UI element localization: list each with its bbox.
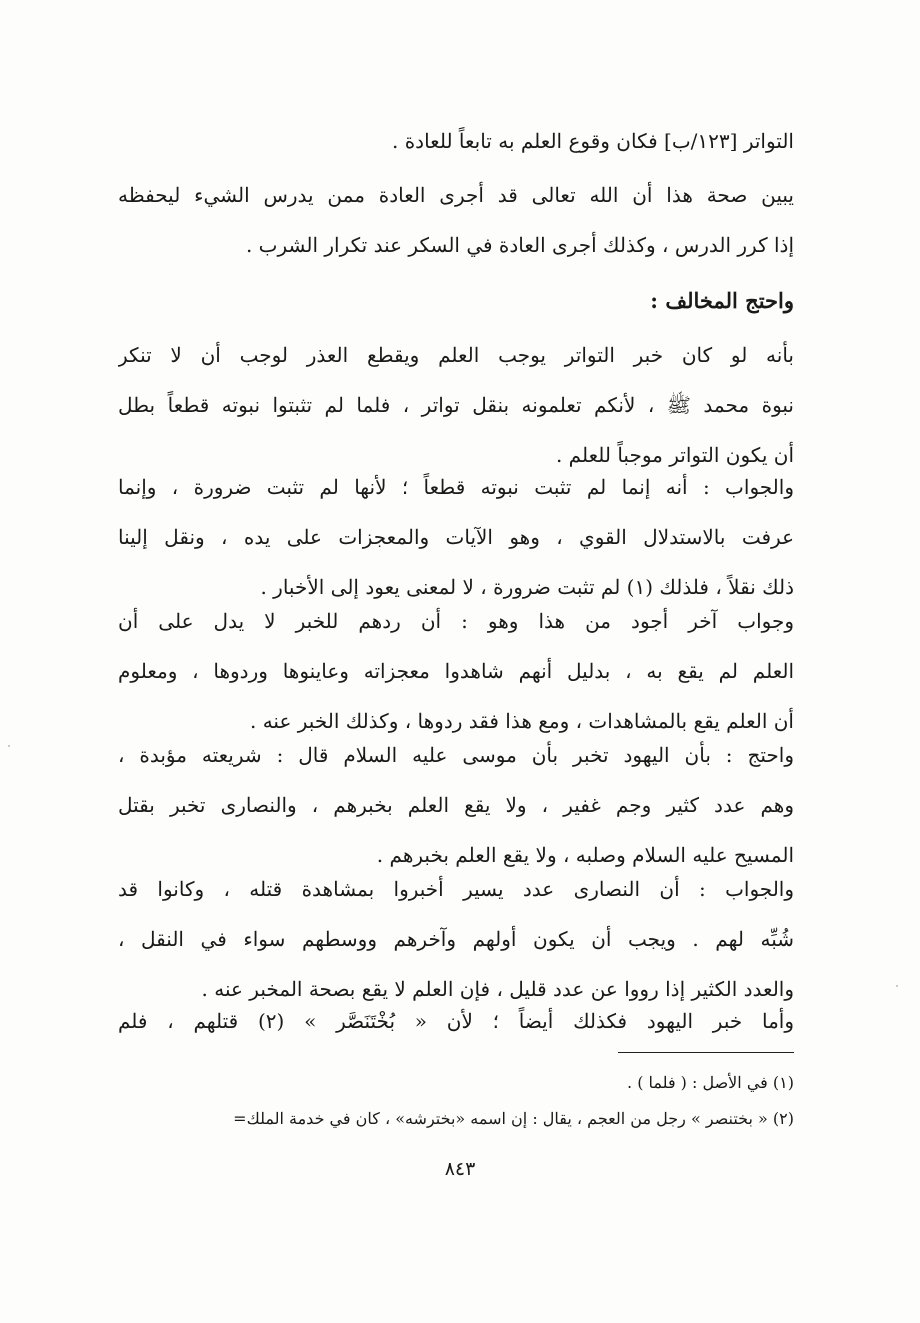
text-line: أن يكون التواتر موجباً للعلم . bbox=[555, 443, 794, 467]
paragraph-4 bbox=[118, 462, 794, 612]
text-line: بأنه لو كان خبر التواتر يوجب العلم ويقطع العذر لوجب أن لا تنكر bbox=[118, 343, 794, 367]
paragraph-2 bbox=[118, 170, 794, 270]
text-line: وأما خبر اليهود فكذلك أيضاً ؛ لأن « بُخْتَنَصَّر » (٢) قتلهم ، فلم bbox=[118, 1009, 794, 1033]
text-line: وجواب آخر أجود من هذا وهو : أن ردهم للخبر لا يدل على أن bbox=[118, 609, 794, 633]
text-line: يبين صحة هذا أن الله تعالى قد أجرى العادة ممن يدرس الشيء ليحفظه bbox=[118, 183, 794, 207]
text-line: والجواب : أنه إنما لم تثبت نبوته قطعاً ؛ لأنها لم تثبت ضرورة ، وإنما bbox=[118, 475, 794, 499]
text-line: إذا كرر الدرس ، وكذلك أجرى العادة في السكر عند تكرار الشرب . bbox=[245, 233, 794, 257]
text-line: ذلك نقلاً ، فلذلك (١) لم تثبت ضرورة ، لا لمعنى يعود إلى الأخبار . bbox=[260, 575, 794, 599]
section-heading: واحتج المخالف : bbox=[650, 288, 794, 313]
page-number: ٨٤٣ bbox=[444, 1158, 476, 1180]
text-line: شُبِّه لهم . ويجب أن يكون أولهم وآخرهم ووسطهم سواء في النقل ، bbox=[118, 927, 794, 951]
text-line: والجواب : أن النصارى عدد يسير أخبروا بمشاهدة قتله ، وكانوا قد bbox=[118, 877, 794, 901]
footnote-separator bbox=[618, 1052, 794, 1053]
text-line: أن العلم يقع بالمشاهدات ، ومع هذا فقد ردوها ، وكذلك الخبر عنه . bbox=[249, 709, 794, 733]
footnote-2: (٢) « بختنصر » رجل من العجم ، يقال : إن اسمه «بخترشه» ، كان في خدمة الملك= bbox=[233, 1109, 794, 1128]
text-line: العلم لم يقع به ، بدليل أنهم شاهدوا معجزاته وعاينوها وردوها ، ومعلوم bbox=[118, 659, 794, 683]
text-line: المسيح عليه السلام وصلبه ، ولا يقع العلم بخبرهم . bbox=[376, 843, 794, 867]
text-line: عرفت بالاستدلال القوي ، وهو الآيات والمعجزات على يده ، ونقل إلينا bbox=[118, 525, 794, 549]
paragraph-6 bbox=[118, 730, 794, 880]
paragraph-5 bbox=[118, 596, 794, 746]
scan-speck bbox=[8, 745, 10, 747]
text-line: التواتر [١٢٣/ب] فكان وقوع العلم به تابعاً للعادة . bbox=[391, 129, 794, 153]
text-line: والعدد الكثير إذا رووا عن عدد قليل ، فإن العلم لا يقع بصحة المخبر عنه . bbox=[201, 977, 794, 1001]
text-line: وهم عدد كثير وجم غفير ، ولا يقع العلم بخبرهم ، والنصارى تخبر بقتل bbox=[118, 793, 794, 817]
paragraph-1 bbox=[374, 116, 794, 166]
paragraph-7 bbox=[118, 864, 794, 1014]
text-line: نبوة محمد ﷺ ، لأنكم تعلمونه بنقل تواتر ، فلما لم تثبتوا نبوته قطعاً بطل bbox=[118, 393, 794, 417]
text-line: واحتج : بأن اليهود تخبر بأن موسى عليه السلام قال : شريعته مؤبدة ، bbox=[118, 743, 794, 767]
paragraph-8 bbox=[118, 996, 794, 1046]
scan-speck bbox=[896, 985, 898, 987]
paragraph-3 bbox=[118, 330, 794, 480]
footnote-1: (١) في الأصل : ( فلما ) . bbox=[627, 1073, 794, 1092]
section-heading-block bbox=[394, 276, 794, 326]
